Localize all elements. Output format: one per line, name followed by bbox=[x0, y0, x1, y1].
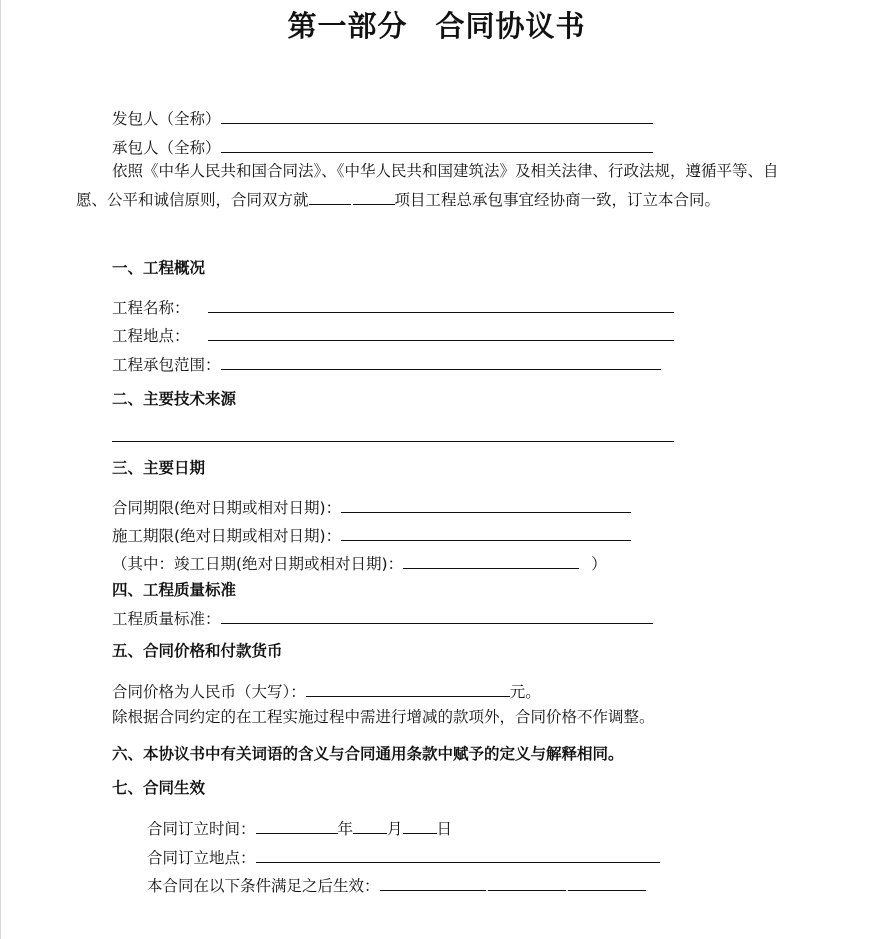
effective-condition-field-b[interactable] bbox=[488, 873, 566, 891]
completion-date-label: （其中：竣工日期(绝对日期或相对日期)： bbox=[112, 555, 404, 573]
project-name-label: 工程名称： bbox=[112, 299, 190, 317]
section-1-heading: 一、工程概况 bbox=[112, 259, 206, 277]
section-2-heading: 二、主要技术来源 bbox=[112, 390, 237, 408]
sign-place-label: 合同订立地点： bbox=[147, 849, 256, 867]
construction-term-line bbox=[112, 523, 631, 546]
construction-term-field[interactable] bbox=[341, 523, 631, 541]
employer-label: 发包人（全称） bbox=[112, 110, 221, 128]
sign-place-field[interactable] bbox=[256, 845, 660, 863]
project-name-field-b[interactable] bbox=[353, 187, 395, 205]
contract-price-line bbox=[112, 679, 541, 702]
effective-condition-line bbox=[147, 873, 646, 896]
project-name-field-a[interactable] bbox=[309, 187, 351, 205]
section-4-heading: 四、工程质量标准 bbox=[112, 581, 237, 599]
sign-month-label: 月 bbox=[387, 820, 403, 838]
project-location-field[interactable] bbox=[208, 323, 674, 341]
effective-condition-label: 本合同在以下条件满足之后生效： bbox=[147, 877, 380, 895]
price-adjustment-note: 除根据合同约定的在工程实施过程中需进行增减的款项外，合同价格不作调整。 bbox=[112, 708, 655, 726]
effective-condition-field-a[interactable] bbox=[380, 873, 486, 891]
quality-standard-label: 工程质量标准： bbox=[112, 610, 221, 628]
document-title bbox=[0, 4, 873, 45]
section-6-heading: 六、本协议书中有关词语的含义与合同通用条款中赋予的定义与解释相同。 bbox=[112, 745, 624, 763]
sign-place-line bbox=[147, 845, 660, 868]
section-3-heading: 三、主要日期 bbox=[112, 459, 206, 477]
completion-date-line bbox=[112, 551, 607, 574]
contract-scope-line bbox=[112, 352, 661, 375]
contractor-line bbox=[112, 135, 653, 158]
employer-field[interactable] bbox=[221, 106, 653, 124]
contract-price-field[interactable] bbox=[306, 679, 510, 697]
contract-scope-field[interactable] bbox=[221, 352, 661, 370]
section-7-heading: 七、合同生效 bbox=[112, 779, 206, 797]
section-5-heading: 五、合同价格和付款货币 bbox=[112, 642, 283, 660]
intro-after: 项目工程总承包事宜经协商一致，订立本合同。 bbox=[394, 190, 721, 209]
contract-term-field[interactable] bbox=[341, 495, 631, 513]
project-name-field[interactable] bbox=[208, 295, 674, 313]
intro-before: 依照《中华人民共和国合同法》、《中华人民共和国建筑法》及相关法律、行政法规，遵循平等、自愿、公平和诚信原则，合同双方就 bbox=[76, 162, 779, 209]
contract-price-unit: 元。 bbox=[509, 683, 541, 701]
quality-standard-line bbox=[112, 606, 653, 629]
sign-year-field[interactable] bbox=[256, 816, 338, 834]
sign-time-line bbox=[147, 816, 452, 839]
title-name: 合同协议书 bbox=[435, 9, 586, 43]
contractor-field[interactable] bbox=[221, 135, 653, 153]
sign-month-field[interactable] bbox=[353, 816, 387, 834]
construction-term-label: 施工期限(绝对日期或相对日期)： bbox=[112, 527, 342, 545]
completion-date-field[interactable] bbox=[403, 551, 579, 569]
intro-paragraph bbox=[76, 157, 804, 214]
effective-condition-field-c[interactable] bbox=[568, 873, 646, 891]
contract-term-label: 合同期限(绝对日期或相对日期)： bbox=[112, 499, 342, 517]
tech-source-field[interactable] bbox=[112, 441, 674, 442]
project-name-line bbox=[112, 295, 674, 318]
contract-price-label: 合同价格为人民币（大写）： bbox=[112, 683, 306, 701]
project-location-label: 工程地点： bbox=[112, 327, 190, 345]
contract-scope-label: 工程承包范围： bbox=[112, 356, 221, 374]
quality-standard-field[interactable] bbox=[221, 606, 653, 624]
sign-year-label: 年 bbox=[337, 820, 354, 838]
employer-line bbox=[112, 106, 653, 129]
page-left-border bbox=[0, 0, 1, 939]
completion-date-close: ） bbox=[591, 555, 607, 573]
project-location-line bbox=[112, 323, 674, 346]
sign-day-label: 日 bbox=[436, 820, 453, 838]
sign-day-field[interactable] bbox=[403, 816, 437, 834]
sign-time-label: 合同订立时间： bbox=[147, 820, 256, 838]
contractor-label: 承包人（全称） bbox=[112, 139, 221, 157]
title-part: 第一部分 bbox=[287, 9, 408, 43]
contract-term-line bbox=[112, 495, 631, 518]
